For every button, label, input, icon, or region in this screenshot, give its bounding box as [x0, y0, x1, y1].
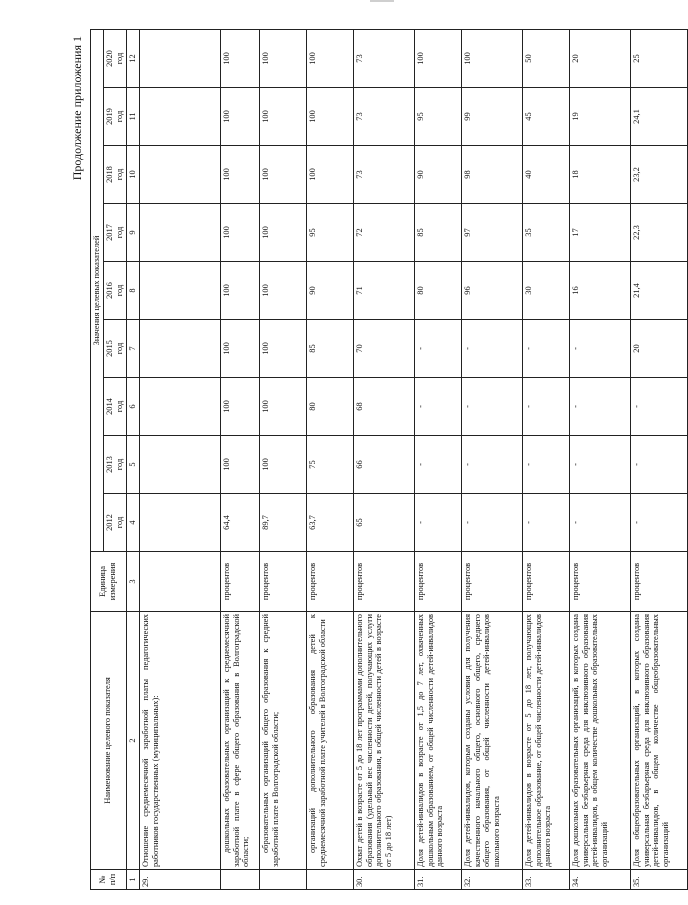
table-row: [306, 30, 353, 890]
value-cell: 99: [461, 88, 522, 146]
unit-cell: [139, 552, 220, 612]
value-cell: [139, 320, 220, 378]
indicator-name: Отношение среднемесячной заработной платы педагогических работников государственных (муниципальных):: [139, 612, 220, 870]
value-cell: -: [569, 494, 630, 552]
header-number: № п/п: [91, 870, 127, 890]
value-cell: 100: [306, 88, 353, 146]
indicator-name: Доля детей-инвалидов в возрасте от 5 до 18 лет, получающих дополнительное образование, от общей численности детей-инвалидов данного возраста: [522, 612, 569, 870]
value-cell: 68: [353, 378, 414, 436]
value-cell: [139, 88, 220, 146]
row-number: 29.: [139, 870, 220, 890]
value-cell: 100: [414, 30, 461, 88]
row-number: 31.: [414, 870, 461, 890]
value-cell: [139, 262, 220, 320]
column-number: 7: [126, 320, 139, 378]
table-row: [259, 30, 306, 890]
value-cell: [139, 378, 220, 436]
column-number: 6: [126, 378, 139, 436]
value-cell: 100: [259, 146, 306, 204]
header-year: 2012 год: [103, 494, 126, 552]
value-cell: 64,4: [220, 494, 259, 552]
unit-cell: процентов: [259, 552, 306, 612]
value-cell: 73: [353, 146, 414, 204]
value-cell: -: [461, 320, 522, 378]
row-number: 32.: [461, 870, 522, 890]
value-cell: 100: [220, 88, 259, 146]
value-cell: 100: [220, 436, 259, 494]
table-row: [569, 30, 630, 890]
value-cell: 100: [259, 204, 306, 262]
value-cell: [139, 436, 220, 494]
value-cell: 100: [220, 262, 259, 320]
value-cell: 16: [569, 262, 630, 320]
value-cell: [139, 494, 220, 552]
column-number: 12: [126, 30, 139, 88]
value-cell: -: [630, 378, 687, 436]
value-cell: 80: [306, 378, 353, 436]
column-number: 9: [126, 204, 139, 262]
continuation-title: Продолжение приложения 1: [70, 36, 84, 181]
value-cell: -: [569, 320, 630, 378]
header-year: 2014 год: [103, 378, 126, 436]
indicator-name: дошкольных образовательных организаций к среднемесячной заработной плате в сфере общего образования в Волгоградской области;: [220, 612, 259, 870]
indicator-name: Доля детей-инвалидов, которым созданы условия для получения качественного начального общего, основного общего, среднего общего образования, от общей численности детей-инвалидов школьного возраста: [461, 612, 522, 870]
value-cell: -: [461, 494, 522, 552]
header-year: 2019 год: [103, 88, 126, 146]
value-cell: 100: [220, 378, 259, 436]
row-number: 33.: [522, 870, 569, 890]
indicator-name: организаций дополнительного образования детей к среднемесячной заработной плате учителей в Волгоградской области: [306, 612, 353, 870]
value-cell: 21,4: [630, 262, 687, 320]
value-cell: 65: [353, 494, 414, 552]
value-cell: 85: [414, 204, 461, 262]
value-cell: 23,2: [630, 146, 687, 204]
indicators-table: [90, 29, 688, 890]
column-number: 1: [126, 870, 139, 890]
table-row: [353, 30, 414, 890]
value-cell: 18: [569, 146, 630, 204]
value-cell: 35: [522, 204, 569, 262]
value-cell: 100: [259, 436, 306, 494]
row-number: 30.: [353, 870, 414, 890]
value-cell: 100: [259, 30, 306, 88]
value-cell: 95: [306, 204, 353, 262]
value-cell: 100: [306, 146, 353, 204]
value-cell: -: [569, 378, 630, 436]
header-year: 2017 год: [103, 204, 126, 262]
column-number: 5: [126, 436, 139, 494]
unit-cell: процентов: [220, 552, 259, 612]
column-number: 8: [126, 262, 139, 320]
value-cell: 85: [306, 320, 353, 378]
value-cell: -: [461, 378, 522, 436]
value-cell: 100: [220, 204, 259, 262]
value-cell: 95: [414, 88, 461, 146]
value-cell: 24,1: [630, 88, 687, 146]
table-row: [414, 30, 461, 890]
value-cell: [139, 204, 220, 262]
value-cell: 100: [259, 320, 306, 378]
unit-cell: процентов: [461, 552, 522, 612]
row-number: [220, 870, 259, 890]
column-number: 2: [126, 612, 139, 870]
value-cell: -: [522, 494, 569, 552]
unit-cell: процентов: [306, 552, 353, 612]
row-number: 35.: [630, 870, 687, 890]
value-cell: -: [414, 436, 461, 494]
value-cell: 89,7: [259, 494, 306, 552]
table-row: [220, 30, 259, 890]
value-cell: 70: [353, 320, 414, 378]
value-cell: 100: [259, 262, 306, 320]
value-cell: 100: [220, 320, 259, 378]
header-year: 2013 год: [103, 436, 126, 494]
table-body: [139, 30, 687, 890]
value-cell: 72: [353, 204, 414, 262]
row-number: [259, 870, 306, 890]
value-cell: 63,7: [306, 494, 353, 552]
table-row: [522, 30, 569, 890]
value-cell: 19: [569, 88, 630, 146]
column-number: 3: [126, 552, 139, 612]
value-cell: 80: [414, 262, 461, 320]
value-cell: -: [414, 494, 461, 552]
indicator-name: Доля детей-инвалидов в возрасте от 1,5 до 7 лет, охваченных дошкольным образованием, от общей численности детей-инвалидов данного возраста: [414, 612, 461, 870]
value-cell: 45: [522, 88, 569, 146]
value-cell: 100: [259, 378, 306, 436]
unit-cell: процентов: [569, 552, 630, 612]
unit-cell: процентов: [414, 552, 461, 612]
value-cell: 100: [220, 30, 259, 88]
value-cell: 73: [353, 30, 414, 88]
rotated-page: [70, 30, 671, 890]
value-cell: 96: [461, 262, 522, 320]
value-cell: -: [414, 320, 461, 378]
table-row: [630, 30, 687, 890]
table-row: [461, 30, 522, 890]
indicator-name: образовательных организаций общего образования к средней заработной плате в Волгоградской области;: [259, 612, 306, 870]
value-cell: [139, 146, 220, 204]
unit-cell: процентов: [522, 552, 569, 612]
value-cell: -: [522, 378, 569, 436]
value-cell: 25: [630, 30, 687, 88]
column-number: 10: [126, 146, 139, 204]
scan-edge-mark: [370, 0, 394, 2]
header-year: 2015 год: [103, 320, 126, 378]
column-numbers-row: [126, 30, 139, 890]
unit-cell: процентов: [630, 552, 687, 612]
unit-cell: процентов: [353, 552, 414, 612]
header-year: 2016 год: [103, 262, 126, 320]
value-cell: 90: [414, 146, 461, 204]
value-cell: -: [630, 494, 687, 552]
indicator-name: Охват детей в возрасте от 5 до 18 лет программами дополнительного образования (удельный вес численности детей, получающих услуги дополнительного образования, в общей численности детей в возрасте от 5 до 18 лет): [353, 612, 414, 870]
row-number: [306, 870, 353, 890]
value-cell: 100: [220, 146, 259, 204]
value-cell: 100: [306, 30, 353, 88]
value-cell: 17: [569, 204, 630, 262]
value-cell: -: [569, 436, 630, 494]
indicator-name: Доля общеобразовательных организаций, в которых создана универсальная безбарьерная среда для инклюзивного образования детей-инвалидов, в общем количестве общеобразовательных организаций: [630, 612, 687, 870]
value-cell: 100: [461, 30, 522, 88]
header-year: 2020 год: [103, 30, 126, 88]
value-cell: 30: [522, 262, 569, 320]
header-indicator-name: Наименование целевого показателя: [91, 612, 127, 870]
value-cell: -: [461, 436, 522, 494]
value-cell: 100: [259, 88, 306, 146]
value-cell: 66: [353, 436, 414, 494]
value-cell: [139, 30, 220, 88]
value-cell: 20: [569, 30, 630, 88]
value-cell: -: [522, 320, 569, 378]
header-values: Значения целевых показателей: [91, 30, 104, 552]
column-number: 4: [126, 494, 139, 552]
value-cell: -: [630, 436, 687, 494]
value-cell: 98: [461, 146, 522, 204]
value-cell: -: [414, 378, 461, 436]
table-row: [139, 30, 220, 890]
value-cell: 73: [353, 88, 414, 146]
value-cell: 75: [306, 436, 353, 494]
value-cell: 22,3: [630, 204, 687, 262]
value-cell: 50: [522, 30, 569, 88]
column-number: 11: [126, 88, 139, 146]
row-number: 34.: [569, 870, 630, 890]
indicator-name: Доля дошкольных образовательных организаций, в которых создана универсальная безбарьерная среда для инклюзивного образования детей-инвалидов, в общем количестве дошкольных образовательных организаций: [569, 612, 630, 870]
value-cell: 40: [522, 146, 569, 204]
header-year: 2018 год: [103, 146, 126, 204]
header-unit: Единица измерения: [91, 552, 127, 612]
value-cell: 90: [306, 262, 353, 320]
value-cell: -: [522, 436, 569, 494]
value-cell: 20: [630, 320, 687, 378]
value-cell: 71: [353, 262, 414, 320]
value-cell: 97: [461, 204, 522, 262]
